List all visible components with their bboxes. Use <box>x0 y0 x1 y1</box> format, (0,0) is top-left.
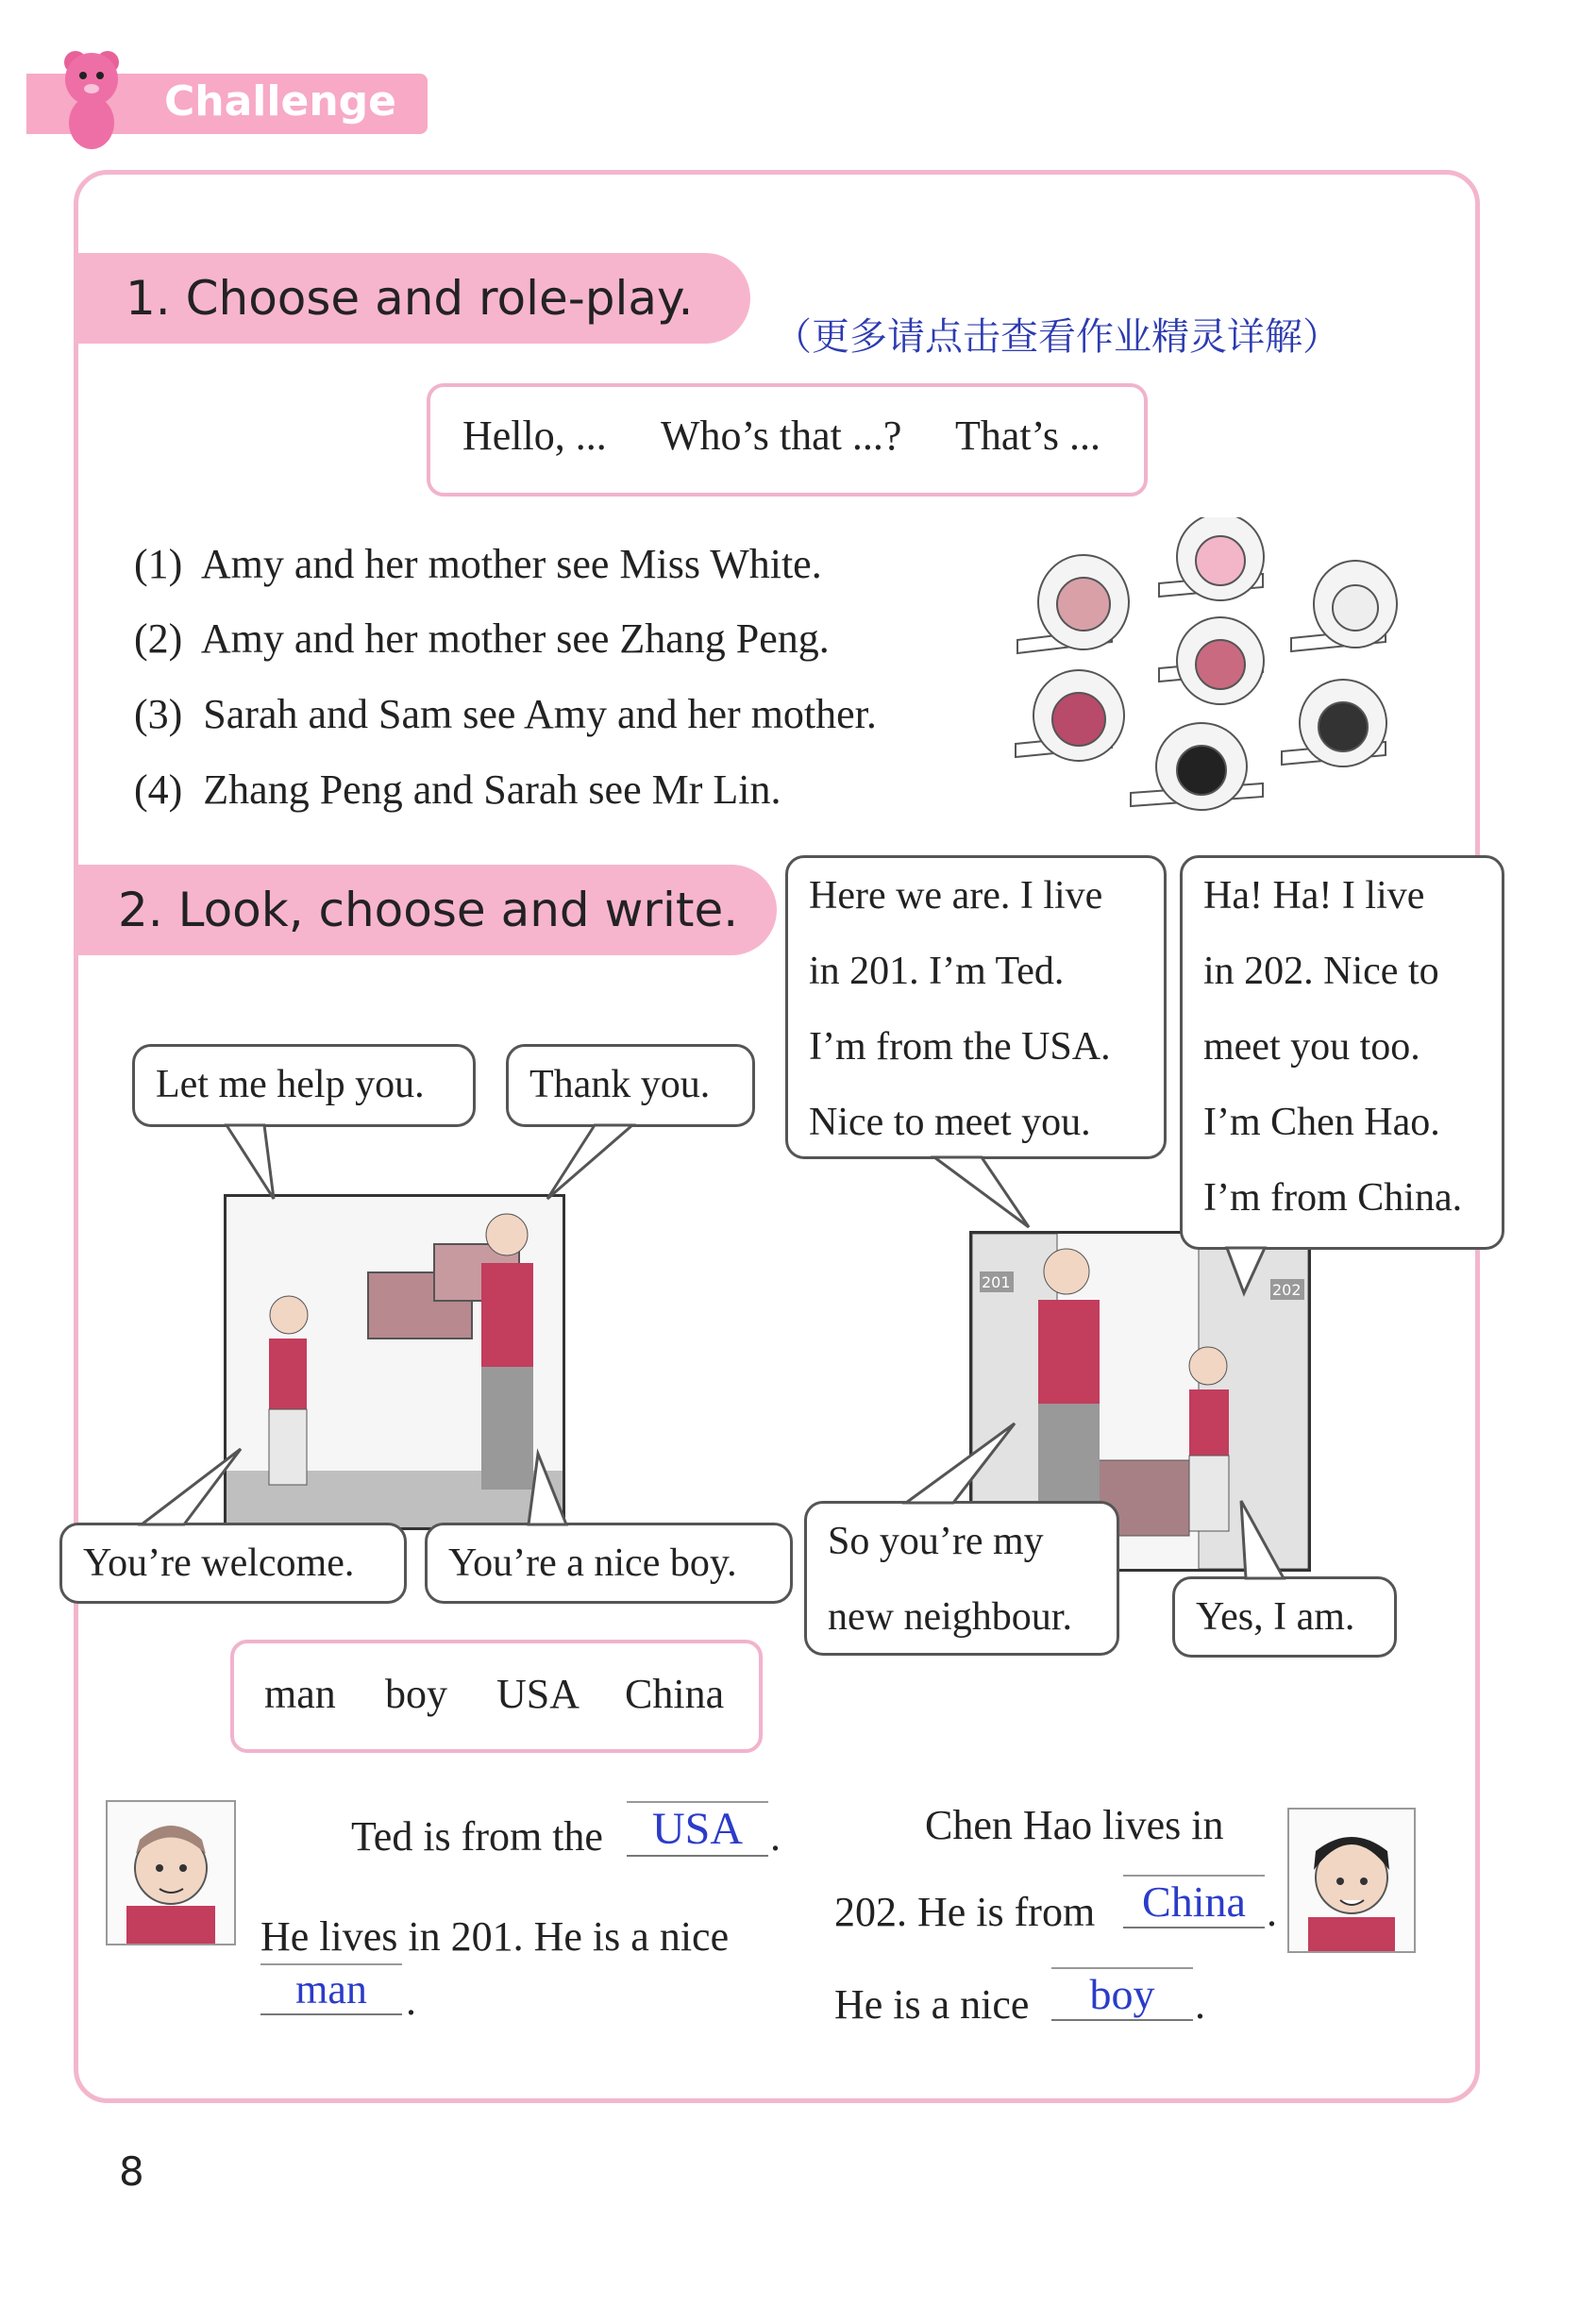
ted-period-2: . <box>406 1978 416 2024</box>
bubble-thank-you: Thank you. <box>506 1044 755 1127</box>
bubble-let-me-help: Let me help you. <box>132 1044 476 1127</box>
ted-intro-line-2: in 201. I’m Ted. <box>809 950 1065 993</box>
ted-sentence-1: Ted is from the <box>351 1813 603 1860</box>
section1-item-2: (2) Amy and her mother see Zhang Peng. <box>134 615 830 662</box>
ted-sentence-2: He lives in 201. He is a nice <box>260 1913 730 1960</box>
ted-answer-usa[interactable]: USA <box>627 1801 768 1857</box>
section1-item-3: (3) Sarah and Sam see Amy and her mother. <box>134 691 877 737</box>
chen-answer-boy[interactable]: boy <box>1051 1967 1193 2021</box>
bubble-youre-welcome: You’re welcome. <box>59 1523 407 1604</box>
chen-sentence-2: 202. He is from <box>834 1889 1096 1935</box>
ted-intro-line-4: Nice to meet you. <box>809 1101 1091 1144</box>
chen-hao-portrait <box>1287 1808 1416 1953</box>
section1-title: 1. Choose and role-play. <box>126 271 694 326</box>
ted-answer-man[interactable]: man <box>260 1963 402 2015</box>
chen-period-1: . <box>1267 1889 1277 1935</box>
word-hello: Hello, ... <box>462 413 607 459</box>
bubble-nice-boy: You’re a nice boy. <box>425 1523 793 1604</box>
ted-intro-line-1: Here we are. I live <box>809 874 1103 918</box>
section2-word-box <box>230 1640 763 1753</box>
section1-item-4: (4) Zhang Peng and Sarah see Mr Lin. <box>134 766 781 813</box>
chen-sentence-3: He is a nice <box>834 1981 1030 2028</box>
chen-intro-line-1: Ha! Ha! I live <box>1203 874 1425 918</box>
chen-intro-line-4: I’m Chen Hao. <box>1203 1101 1440 1144</box>
bubble-yes-i-am: Yes, I am. <box>1172 1576 1397 1658</box>
ted-portrait <box>106 1800 236 1945</box>
ted-period-1: . <box>770 1813 781 1860</box>
chen-period-2: . <box>1195 1981 1205 2028</box>
chen-answer-china[interactable]: China <box>1123 1875 1265 1928</box>
word-whos-that: Who’s that ...? <box>661 413 902 459</box>
neighbour-line-1: So you’re my <box>828 1520 1044 1563</box>
chen-intro-line-3: meet you too. <box>1203 1025 1420 1069</box>
chen-intro-line-5: I’m from China. <box>1203 1176 1463 1220</box>
door-label-201: 201 <box>982 1273 1011 1291</box>
word-china: China <box>625 1671 725 1717</box>
chen-sentence-1: Chen Hao lives in <box>925 1802 1224 1848</box>
door-label-202: 202 <box>1272 1281 1302 1299</box>
page-number: 8 <box>119 2148 144 2195</box>
section1-note[interactable]: （更多请点击查看作业精灵详解） <box>774 315 1340 359</box>
word-man: man <box>264 1671 336 1717</box>
challenge-title: Challenge <box>164 77 396 126</box>
neighbour-line-2: new neighbour. <box>828 1595 1072 1639</box>
section1-item-1: (1) Amy and her mother see Miss White. <box>134 541 822 587</box>
word-thats: That’s ... <box>955 413 1100 459</box>
section2-title: 2. Look, choose and write. <box>118 883 739 937</box>
word-boy: boy <box>385 1671 447 1717</box>
chen-intro-line-2: in 202. Nice to <box>1203 950 1439 993</box>
word-usa: USA <box>496 1671 580 1717</box>
ted-intro-line-3: I’m from the USA. <box>809 1025 1111 1069</box>
